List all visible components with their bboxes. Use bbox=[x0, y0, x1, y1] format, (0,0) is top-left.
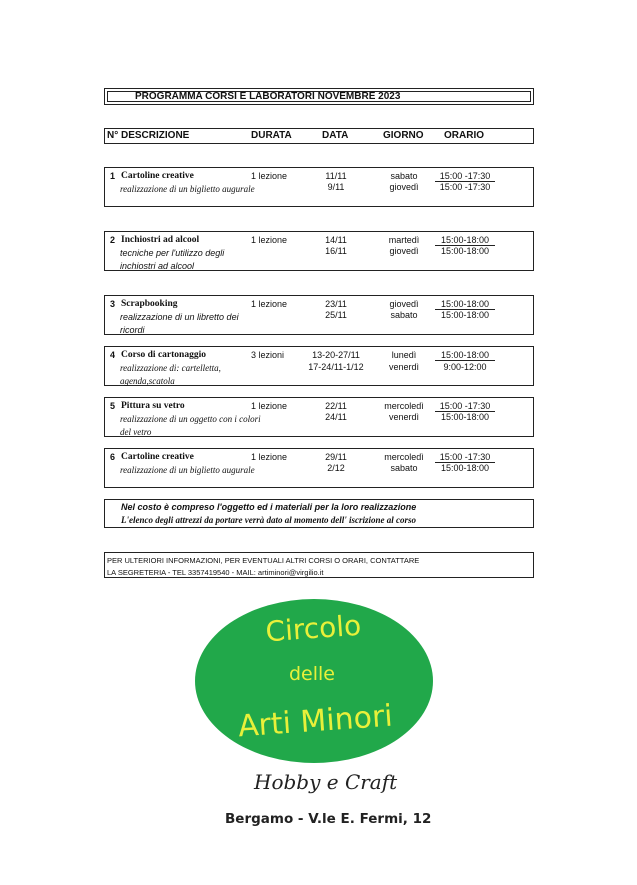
header-orario: ORARIO bbox=[444, 130, 484, 141]
course-row bbox=[104, 346, 534, 386]
course-row bbox=[104, 397, 534, 437]
course-description: realizzazione di: cartelletta, agenda,scatola bbox=[120, 363, 221, 386]
course-duration: 1 lezione bbox=[251, 401, 288, 411]
course-row bbox=[104, 167, 534, 207]
course-day: venerdì bbox=[388, 412, 420, 422]
course-time: 15:00 -17:30 bbox=[435, 401, 495, 412]
notes-box bbox=[104, 499, 534, 528]
course-duration: 1 lezione bbox=[251, 171, 288, 181]
course-time: 15:00-18:00 bbox=[440, 246, 490, 256]
course-day: martedì bbox=[388, 235, 420, 245]
course-row bbox=[104, 448, 534, 488]
course-time: 15:00-18:00 bbox=[440, 463, 490, 473]
logo-line-arti-minori: Arti Minori bbox=[236, 698, 394, 745]
course-date: 14/11 bbox=[325, 235, 347, 245]
course-day: sabato bbox=[390, 310, 418, 320]
header-durata: DURATA bbox=[251, 130, 292, 141]
course-number: 6 bbox=[110, 452, 116, 462]
contact-info-phone-mail: LA SEGRETERIA - TEL 3357419540 - MAIL: artiminori@virgilio.it bbox=[107, 568, 324, 577]
course-day: venerdì bbox=[388, 362, 420, 372]
course-number: 4 bbox=[110, 350, 116, 360]
course-time: 15:00-18:00 bbox=[435, 350, 495, 361]
header-data: DATA bbox=[322, 130, 349, 141]
course-row bbox=[104, 295, 534, 335]
course-duration: 1 lezione bbox=[251, 452, 288, 462]
course-time: 15:00 -17:30 bbox=[439, 182, 491, 192]
course-name: Pittura su vetro bbox=[121, 401, 185, 411]
course-number: 2 bbox=[110, 235, 116, 245]
course-day: giovedì bbox=[389, 299, 419, 309]
course-time: 9:00-12:00 bbox=[443, 362, 487, 372]
header-descrizione: N° DESCRIZIONE bbox=[107, 130, 190, 141]
program-title: PROGRAMMA CORSI E LABORATORI NOVEMBRE 2023 bbox=[135, 91, 401, 102]
course-date: 2/12 bbox=[327, 463, 345, 473]
course-name: Scrapbooking bbox=[121, 299, 178, 309]
course-date: 9/11 bbox=[327, 182, 345, 192]
course-day: giovedì bbox=[389, 246, 419, 256]
course-duration: 1 lezione bbox=[251, 235, 288, 245]
course-name: Cartoline creative bbox=[121, 171, 194, 181]
course-date: 24/11 bbox=[325, 412, 347, 422]
course-description: realizzazione di un libretto dei ricordi bbox=[120, 312, 239, 335]
course-time: 15:00 -17:30 bbox=[435, 171, 495, 182]
course-time: 15:00-18:00 bbox=[440, 310, 490, 320]
contact-info-box bbox=[104, 552, 534, 578]
course-date: 17-24/11-1/12 bbox=[308, 362, 364, 372]
course-description: realizzazione di un oggetto con i colori del vetro bbox=[120, 414, 261, 437]
course-day: mercoledì bbox=[384, 452, 424, 462]
course-date: 25/11 bbox=[325, 310, 347, 320]
course-name: Corso di cartonaggio bbox=[121, 350, 206, 360]
course-time: 15:00-18:00 bbox=[440, 412, 490, 422]
course-time: 15:00-18:00 bbox=[435, 235, 495, 246]
header-giorno: GIORNO bbox=[383, 130, 424, 141]
course-number: 3 bbox=[110, 299, 116, 309]
course-date: 11/11 bbox=[325, 171, 347, 181]
note-tools: L'elenco degli attrezzi da portare verrà dato al momento dell' iscrizione al corso bbox=[121, 515, 416, 525]
course-description: tecniche per l'utilizzo degli inchiostri ad alcool bbox=[120, 248, 225, 271]
note-cost: Nel costo è compreso l'oggetto ed i materiali per la loro realizzazione bbox=[121, 502, 417, 512]
course-number: 5 bbox=[110, 401, 116, 411]
course-row bbox=[104, 231, 534, 271]
course-duration: 3 lezioni bbox=[251, 350, 285, 360]
course-date: 29/11 bbox=[325, 452, 347, 462]
logo-line-circolo: Circolo bbox=[264, 608, 363, 649]
address: Bergamo - V.le E. Fermi, 12 bbox=[225, 811, 432, 827]
course-time: 15:00 -17:30 bbox=[435, 452, 495, 463]
course-duration: 1 lezione bbox=[251, 299, 288, 309]
logo-line-delle: delle bbox=[289, 663, 335, 685]
course-day: giovedì bbox=[389, 182, 419, 192]
course-day: mercoledì bbox=[384, 401, 424, 411]
course-date: 16/11 bbox=[325, 246, 347, 256]
course-day: sabato bbox=[390, 463, 418, 473]
course-name: Cartoline creative bbox=[121, 452, 194, 462]
course-description: realizzazione di un biglietto augurale bbox=[120, 184, 255, 194]
course-time: 15:00-18:00 bbox=[435, 299, 495, 310]
course-description: realizzazione di un biglietto augurale bbox=[120, 465, 255, 475]
circolo-logo bbox=[194, 598, 434, 764]
course-day: sabato bbox=[390, 171, 418, 181]
course-day: lunedì bbox=[391, 350, 417, 360]
course-date: 22/11 bbox=[325, 401, 347, 411]
course-name: Inchiostri ad alcool bbox=[121, 235, 200, 245]
course-date: 23/11 bbox=[325, 299, 347, 309]
program-title-box bbox=[104, 88, 534, 105]
course-number: 1 bbox=[110, 171, 116, 181]
column-header-row bbox=[104, 128, 534, 144]
contact-info-line: PER ULTERIORI INFORMAZIONI, PER EVENTUALI ALTRI CORSI O ORARI, CONTATTARE bbox=[107, 556, 420, 565]
course-date: 13-20-27/11 bbox=[312, 350, 360, 360]
tagline: Hobby e Craft bbox=[254, 770, 398, 794]
